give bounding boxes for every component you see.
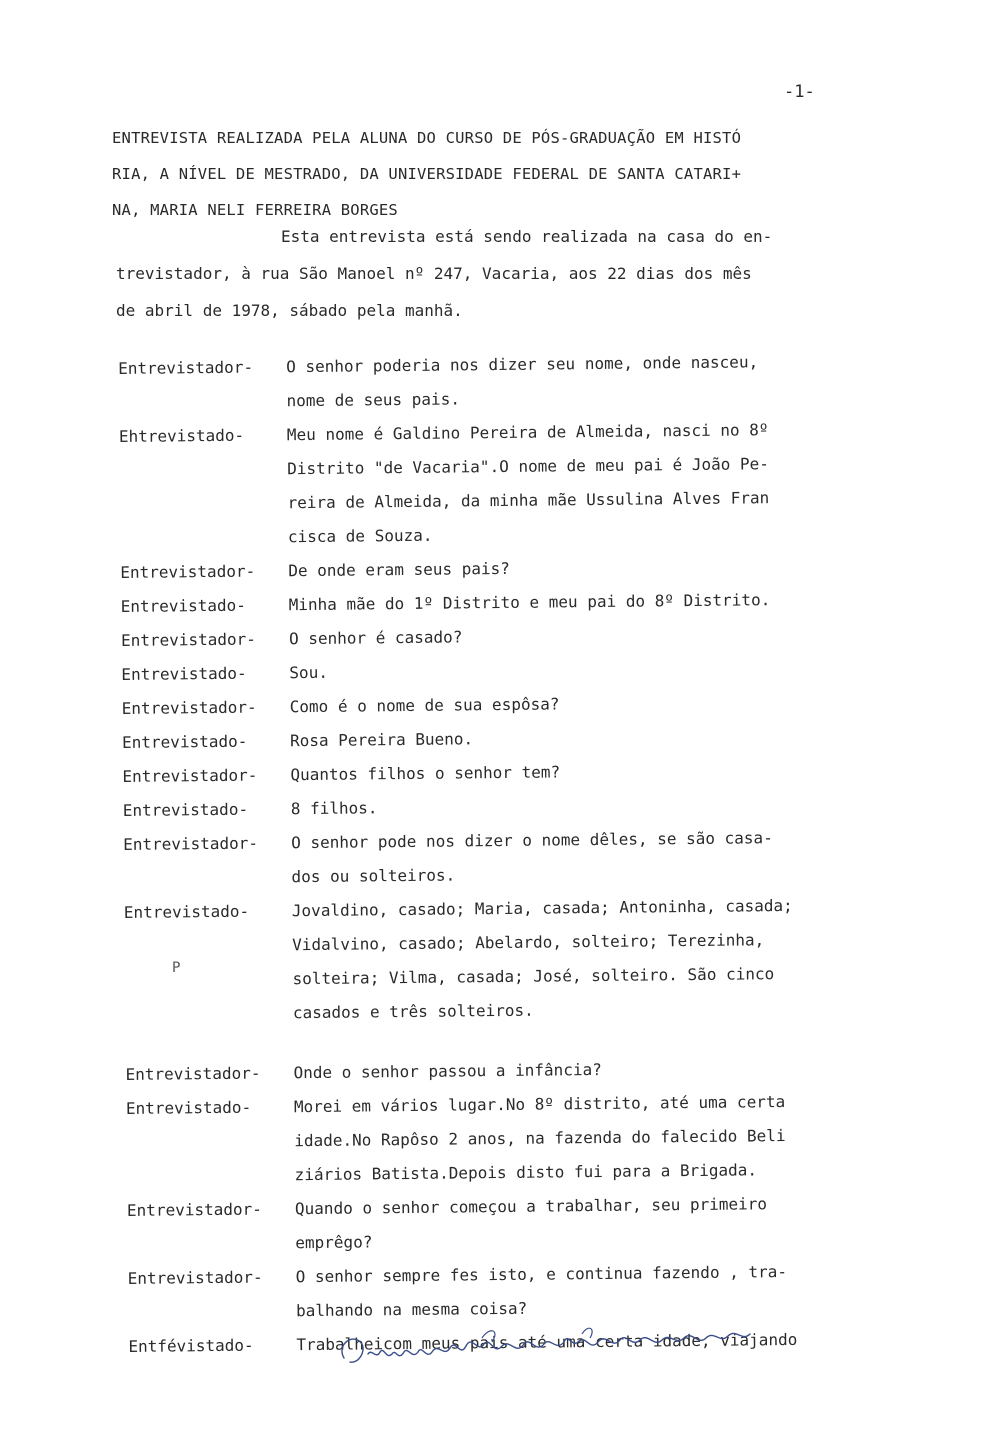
speech-line: Como é o nome de sua espôsa?	[289, 694, 560, 717]
speech-line: Sou.	[289, 662, 328, 683]
speaker-label: Entrevistador-	[127, 1267, 263, 1288]
speech-text	[287, 412, 890, 554]
page-number: -1-	[784, 82, 815, 102]
speech-line: Morei em vários lugar.No 8º distrito, até uma certa	[293, 1092, 786, 1117]
dialogue-entry	[124, 888, 895, 1032]
dialogue-entry	[118, 344, 889, 420]
handwritten-signature	[332, 1318, 762, 1378]
speech-text	[292, 888, 895, 1030]
speech-line: Meu nome é Galdino Pereira de Almeida, nasci no 8º	[286, 420, 769, 445]
speech-line: nome de seus pais.	[286, 389, 461, 411]
speech-line: 8 filhos.	[290, 798, 378, 819]
speaker-label: Entrevistado-	[123, 901, 250, 922]
heading-line: ENTREVISTA REALIZADA PELA ALUNA DO CURSO DE PÓS-GRADUAÇÃO EM HISTÓ	[112, 129, 742, 147]
speech-line: De onde eram seus pais?	[288, 558, 510, 581]
speech-line: Trabalheicom meus pais até uma certa idade, viajando	[296, 1329, 798, 1355]
speech-line: O senhor poderia nos dizer seu nome, onde nasceu,	[286, 352, 759, 377]
speaker-label: Entrevistador-	[122, 765, 258, 786]
interview-heading	[112, 120, 872, 228]
speech-line: Jovaldino, casado; Maria, casada; Antoninha, casada;	[291, 895, 793, 921]
speech-line: reira de Almeida, da minha mãe Ussulina Alves Fran	[287, 488, 770, 513]
speech-line: casados e três solteiros.	[292, 1000, 534, 1023]
margin-mark: P	[172, 960, 181, 976]
speech-line: Distrito "de Vacaria".O nome de meu pai é João Pe-	[287, 454, 769, 479]
dialogue-entry	[126, 1084, 897, 1194]
speech-line: ziários Batista.Depois disto fui para a Brigada.	[294, 1160, 758, 1185]
speech-line: O senhor sempre fes isto, e continua fazendo , tra-	[295, 1262, 788, 1287]
speaker-label: Entrevistador-	[118, 357, 254, 378]
speech-text	[295, 1186, 898, 1260]
speaker-label: Ehtrevistado-	[118, 425, 245, 446]
dialogue-entry	[123, 820, 894, 896]
speaker-label: Entrevistador-	[125, 1063, 261, 1084]
speaker-label: Entrevistado-	[125, 1097, 252, 1118]
intro-line: Esta entrevista está sendo realizada na casa do en-	[281, 227, 773, 246]
intro-paragraph	[116, 218, 876, 329]
speaker-label: Entrevistador-	[126, 1199, 262, 1220]
speech-line: O senhor pode nos dizer o nome dêles, se são casa-	[291, 828, 773, 853]
speech-line: Quando o senhor começou a trabalhar, seu primeiro	[294, 1194, 768, 1219]
heading-line: NA, MARIA NELI FERREIRA BORGES	[112, 201, 398, 219]
speech-line: Onde o senhor passou a infância?	[293, 1059, 602, 1083]
intro-line: trevistador, à rua São Manoel nº 247, Vacaria, aos 22 dias dos mês	[116, 264, 752, 283]
speech-line: Minha mãe do 1º Distrito e meu pai do 8º Distrito.	[288, 590, 771, 615]
speaker-label: Entrevistador-	[121, 697, 257, 718]
dialogue-entry	[119, 412, 890, 556]
speech-text	[286, 344, 889, 418]
speech-line: emprêgo?	[295, 1232, 373, 1253]
speaker-label: Entrevistado-	[120, 595, 246, 616]
speech-line: dos ou solteiros.	[291, 865, 456, 887]
speech-line: Rosa Pereira Bueno.	[289, 729, 474, 751]
speech-line: Quantos filhos o senhor tem?	[290, 762, 561, 785]
heading-line: RIA, A NÍVEL DE MESTRADO, DA UNIVERSIDADE FEDERAL DE SANTA CATARI+	[112, 165, 742, 183]
speaker-label: Entrevistado-	[122, 799, 249, 820]
dialogue-entry	[127, 1186, 898, 1262]
speech-text	[291, 820, 894, 894]
speech-line: solteira; Vilma, casada; José, solteiro. São cinco	[292, 964, 775, 989]
speech-line: cisca de Souza.	[287, 525, 433, 547]
speech-line: balhando na mesma coisa?	[295, 1298, 528, 1321]
speaker-label: Entrevistador-	[120, 561, 256, 582]
speaker-label: Entrevistador-	[120, 629, 256, 650]
speaker-label: Entrevistador-	[123, 833, 259, 854]
speech-line: Vidalvino, casado; Abelardo, solteiro; Terezinha,	[292, 930, 765, 955]
speech-line: idade.No Rapôso 2 anos, na fazenda do falecido Beli	[294, 1126, 786, 1151]
speech-text	[294, 1084, 897, 1192]
speaker-label: Entfévistado-	[128, 1335, 254, 1356]
dialogue-transcript	[118, 344, 899, 1364]
speech-line: O senhor é casado?	[288, 627, 463, 649]
speaker-label: Entrevistado-	[121, 731, 248, 752]
intro-line: de abril de 1978, sábado pela manhã.	[116, 301, 463, 320]
speaker-label: Entrevistado-	[121, 663, 247, 684]
